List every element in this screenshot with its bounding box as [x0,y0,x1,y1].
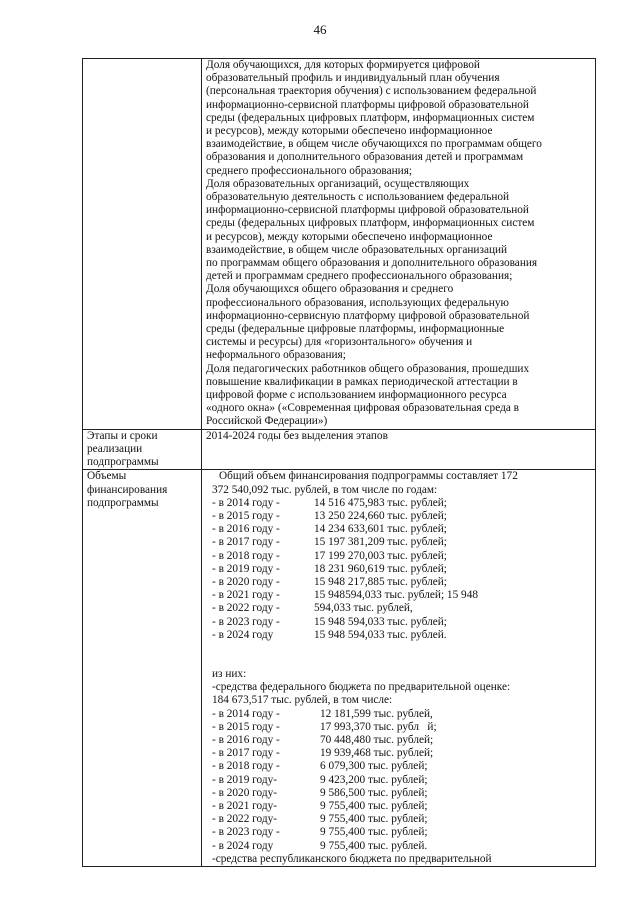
indicator-text-line: информационно-сервисную платформу цифровой образовательной [206,309,530,322]
amount-value: 19 939,468 тыс. рублей; [320,747,434,760]
of-which-label: из них: [212,667,247,680]
funding-by-year-list [206,497,591,642]
year-label: - в 2014 году - [212,707,280,720]
indicators-label-cell [83,59,202,430]
indicator-text-line: «одного окна» («Современная цифровая образовательная среда в [206,402,519,415]
amount-value: 14 516 475,983 тыс. рублей; [314,496,447,509]
funding-total-line: Общий объем финансирования подпрограммы составляет 172 [219,470,518,483]
year-label: - в 2015 году - [212,720,280,733]
indicators-row [83,59,596,430]
year-amount-row [206,550,591,563]
year-amount-row [206,510,591,523]
year-label: - в 2021 году- [212,799,277,812]
year-label: - в 2021 году - [212,589,280,602]
funding-label [83,470,202,867]
indicator-text-line: среды (федеральных цифровых платформ, информационных систем [206,217,535,230]
indicator-text-line: неформального образования; [206,349,346,362]
amount-value: 9 755,400 тыс. рублей; [320,799,428,812]
indicator-text-line: повышение квалификации в рамках периодической аттестации в [206,375,518,388]
year-amount-row [206,576,591,589]
amount-value: 15 197 381,209 тыс. рублей; [314,536,447,549]
year-amount-row [206,708,591,721]
year-label: - в 2019 году - [212,562,280,575]
indicator-text-line: и ресурсов), между которыми обеспечено информационное [206,125,493,138]
year-label: - в 2023 году - [212,826,280,839]
stages-label-line: подпрограммы [87,456,159,469]
indicator-text-line: информационно-сервисной платформы цифровой образовательной [206,204,529,217]
year-amount-row [206,602,591,615]
indicator-text-line: и ресурсов), между которыми обеспечено информационное [206,230,493,243]
year-amount-row [206,813,591,826]
year-amount-row [206,563,591,576]
federal-budget-line: -средства федерального бюджета по предварительной оценке: [212,681,511,694]
year-label: - в 2020 году - [212,575,280,588]
stages-label [83,429,202,470]
indicator-text-line: профессионального образования, использующих федеральную [206,296,509,309]
indicator-text-line: взаимодействие, в общем числе обучающихся по программам общего [206,138,542,151]
year-amount-row [206,747,591,760]
year-label: - в 2023 году - [212,615,280,628]
funding-total-line: 372 540,092 тыс. рублей, в том числе по годам: [212,483,438,496]
stages-value: 2014-2024 годы без выделения этапов [202,429,596,470]
year-label: - в 2024 году [212,628,274,641]
year-label: - в 2024 году [212,839,274,852]
amount-value: 9 755,400 тыс. рублей. [320,839,428,852]
year-label: - в 2022 году - [212,602,280,615]
funding-label-line: подпрограммы [87,496,159,509]
republican-budget-line: -средства республиканского бюджета по предварительной [212,852,492,865]
indicator-text-line: Доля образовательных организаций, осуществляющих [206,177,470,190]
amount-value: 6 079,300 тыс. рублей; [320,760,428,773]
year-label: - в 2017 году - [212,536,280,549]
amount-value: 18 231 960,619 тыс. рублей; [314,562,447,575]
indicator-text-line: системы и ресурсы) для «горизонтального» обучения и [206,336,473,349]
indicator-text-line: образования и дополнительного образования детей и программам [206,151,524,164]
amount-value: 70 448,480 тыс. рублей; [320,733,434,746]
year-amount-row [206,840,591,853]
amount-value: 15 948 217,885 тыс. рублей; [314,575,447,588]
amount-value: 15 948 594,033 тыс. рублей. [314,628,447,641]
funding-cell [202,470,596,867]
amount-value: 15 948594,033 тыс. рублей; 15 948 [314,589,478,602]
year-label: - в 2019 году- [212,773,277,786]
amount-value: 15 948 594,033 тыс. рублей; [314,615,447,628]
funding-row [83,470,596,867]
year-amount-row [206,589,591,602]
year-label: - в 2017 году - [212,747,280,760]
subprogram-passport-table [82,58,596,867]
amount-value: 17 993,370 тыс. рубл й; [320,720,437,733]
year-amount-row [206,721,591,734]
federal-by-year-list [206,708,591,853]
indicator-text-line: образовательный профиль и индивидуальный план обучения [206,72,500,85]
amount-value: 17 199 270,003 тыс. рублей; [314,549,447,562]
indicator-text-line: образовательную деятельность с использованием федеральной [206,191,510,204]
indicator-text-line: цифровой форме с использованием информационного ресурса [206,389,507,402]
year-amount-row [206,497,591,510]
year-amount-row [206,774,591,787]
year-label: - в 2016 году - [212,733,280,746]
amount-value: 9 586,500 тыс. рублей; [320,786,428,799]
year-label: - в 2015 году - [212,509,280,522]
indicator-text-line: по программам общего образования и дополнительного образования [206,257,538,270]
page-number: 46 [313,22,327,37]
stages-label-line: реализации [87,442,143,455]
amount-value: 594,033 тыс. рублей, [314,602,413,615]
year-label: - в 2018 году - [212,760,280,773]
amount-value: 12 181,599 тыс. рублей, [320,707,433,720]
indicators-cell [202,59,596,430]
indicator-text-line: среды (федеральные цифровые платформы, информационные [206,323,505,336]
year-amount-row [206,523,591,536]
indicator-text-line: Доля обучающихся общего образования и среднего [206,283,454,296]
amount-value: 14 234 633,601 тыс. рублей; [314,523,447,536]
indicator-text-line: Доля педагогических работников общего образования, прошедших [206,362,530,375]
year-label: - в 2014 году - [212,496,280,509]
year-label: - в 2018 году - [212,549,280,562]
indicator-text-line: Российской Федерации») [206,415,328,428]
year-amount-row [206,800,591,813]
amount-value: 13 250 224,660 тыс. рублей; [314,509,447,522]
indicator-text-line: среды (федеральных цифровых платформ, информационных систем [206,111,535,124]
year-amount-row [206,760,591,773]
indicator-text-line: среднего профессионального образования; [206,164,413,177]
amount-value: 9 423,200 тыс. рублей; [320,773,428,786]
stages-label-line: Этапы и сроки [87,429,158,442]
amount-value: 9 755,400 тыс. рублей; [320,813,428,826]
year-amount-row [206,616,591,629]
year-label: - в 2016 году - [212,523,280,536]
indicator-text-line: детей и программам среднего профессионального образования; [206,270,513,283]
indicator-text-line: информационно-сервисной платформы цифровой образовательной [206,98,529,111]
year-amount-row [206,787,591,800]
indicator-text-line: Доля обучающихся, для которых формируется цифровой [206,59,480,71]
federal-budget-total: 184 673,517 тыс. рублей, в том числе: [212,694,393,707]
year-label: - в 2020 году- [212,786,277,799]
year-amount-row [206,826,591,839]
stages-row [83,429,596,470]
funding-label-line: финансирования [87,483,168,496]
indicator-text-line: взаимодействие, в общем числе образовательных организаций [206,243,508,256]
funding-label-line: Объемы [87,470,127,483]
year-label: - в 2022 году- [212,813,277,826]
indicator-text-line: (персональная траектория обучения) с использованием федеральной [206,85,537,98]
year-amount-row [206,734,591,747]
year-amount-row [206,629,591,642]
amount-value: 9 755,400 тыс. рублей; [320,826,428,839]
year-amount-row [206,536,591,549]
